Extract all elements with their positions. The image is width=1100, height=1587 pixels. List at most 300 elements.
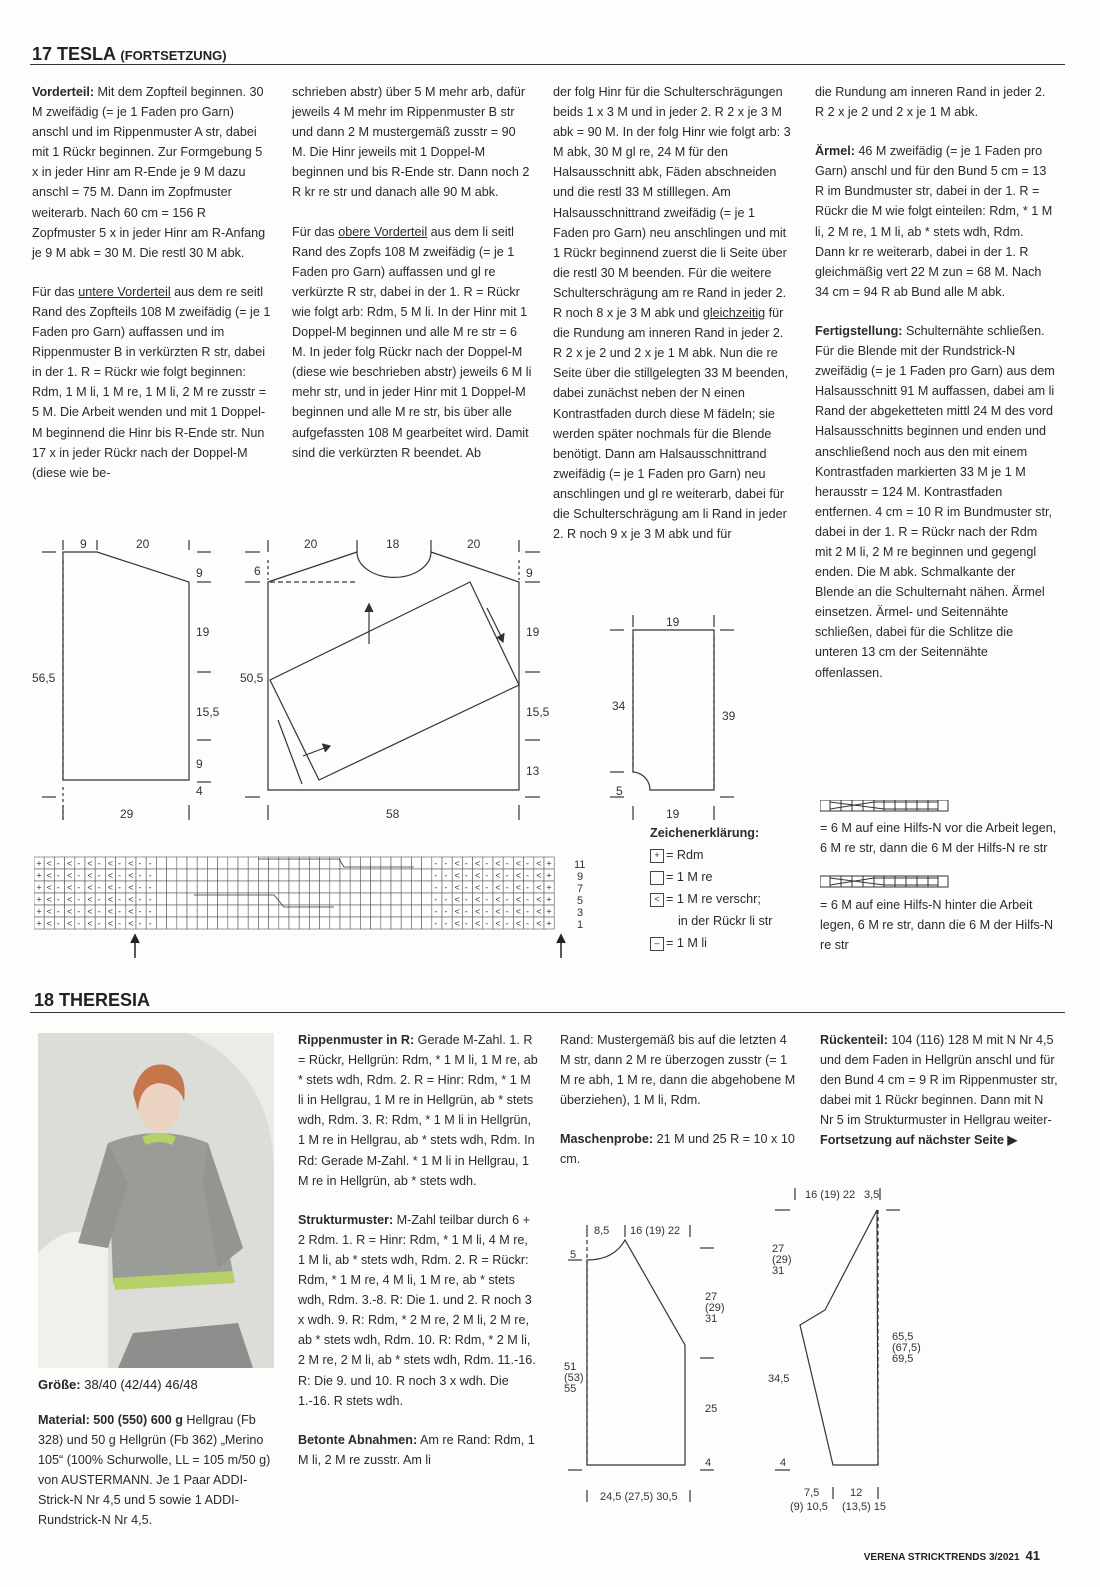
- chart-symbol: -: [526, 894, 529, 905]
- front-right-label-3: 15,5: [526, 705, 550, 719]
- chart-cell: [167, 905, 177, 917]
- continue-on-next-page[interactable]: Fortsetzung auf nächster Seite ▶: [820, 1133, 1018, 1148]
- fertigstellung-label: Fertigstellung:: [815, 323, 903, 338]
- chart-cell: [350, 881, 360, 893]
- sleeve-18-left-label-a: 27 (29) 31: [772, 1243, 792, 1277]
- aermel-label: Ärmel:: [815, 144, 855, 159]
- chart-symbol: -: [97, 870, 101, 881]
- legend-text: = Rdm: [666, 848, 704, 862]
- chart-symbol: <: [495, 858, 501, 869]
- rippenmuster-label: Rippenmuster in R:: [298, 1033, 415, 1047]
- vorderteil-text: Mit dem Zopfteil beginnen. 30 M zweifädig (= je 1 Faden pro Garn) anschl und im Rippenmuster A str, dabei mit 1 Rückr beginnen. Zur Formgebung 5 x in jeder Hinr am R-Ende je 9 M dazu anschl = 75 M. Dann im Zopfmuster weiterarb. Nach 60 cm = 156 R Zopfmuster 5 x in jeder Hinr am R-Anfang je 9 M abk = 30 M. Die restl 30 M abk.: [32, 85, 266, 260]
- material-text: Hellgrau (Fb 328) und 50 g Hellgrün (Fb 362) „Merino 105“ (100% Schurwolle, LL = 105 m/50 g) von AUSTERMANN. Je 1 Paar ADDI-Strick-N Nr 4,5 und 5 sowie 1 ADDI-Rundstrick-N Nr 4,5.: [38, 1413, 271, 1528]
- chart-symbol: -: [526, 918, 529, 929]
- chart-symbol: <: [46, 870, 52, 881]
- section-17-subtitle: (FORTSETZUNG): [120, 48, 227, 63]
- chart-symbol: -: [77, 882, 81, 893]
- chart-symbol: <: [87, 870, 93, 881]
- chart-cell: [197, 917, 207, 929]
- text-run: Für das: [32, 284, 79, 299]
- chart-symbol: -: [444, 870, 448, 881]
- chart-symbol: <: [454, 894, 460, 905]
- chart-symbol: -: [464, 870, 468, 881]
- zopf-left-label: 56,5: [32, 671, 56, 685]
- underlined-term: obere Vorderteil: [338, 224, 428, 239]
- chart-symbol: -: [56, 882, 60, 893]
- chart-cell: [207, 857, 217, 869]
- chart-symbol: +: [36, 906, 42, 917]
- body-diagram: [568, 1225, 714, 1502]
- arrow-right-head: [557, 935, 565, 943]
- chart-cell: [381, 881, 391, 893]
- strukturmuster-label: Strukturmuster:: [298, 1212, 394, 1227]
- chart-cell: [177, 857, 187, 869]
- chart-symbol: +: [36, 858, 42, 869]
- legend-item-li: [650, 932, 810, 954]
- chart-cell: [218, 857, 228, 869]
- abnahmen-text: Am re Rand: Rdm, 1 M li, 2 M re zusstr. Am li: [298, 1432, 535, 1467]
- chart-symbol: -: [526, 870, 529, 881]
- sleeve-18-outline: [800, 1210, 878, 1465]
- chart-symbol: <: [536, 882, 542, 893]
- chart-symbol: <: [515, 882, 522, 893]
- chart-symbol: <: [46, 882, 52, 893]
- underlined-term: untere Vorderteil: [78, 284, 171, 299]
- chart-symbol: <: [67, 894, 73, 905]
- chart-cell: [238, 881, 248, 893]
- chart-cell: [371, 905, 381, 917]
- chart-cell: [248, 881, 258, 893]
- size-text: 38/40 (42/44) 46/48: [80, 1377, 198, 1392]
- material-label: Material: 500 (550) 600 g: [38, 1413, 183, 1427]
- magazine-name: VERENA STRICKTRENDS 3/2021: [863, 1552, 1020, 1563]
- row-number: 1: [577, 919, 584, 931]
- chart-cell: [340, 893, 350, 905]
- chart-symbol: -: [97, 894, 101, 905]
- front-right-label-4: 13: [526, 764, 540, 778]
- chart-symbol: -: [138, 858, 142, 869]
- legend-text: = 1 M re verschr;: [666, 892, 761, 906]
- zopf-panel-outline: [270, 582, 519, 780]
- zopf-right-label-5: 4: [196, 784, 203, 798]
- chart-symbol: -: [505, 894, 509, 905]
- chart-symbol: -: [97, 918, 101, 929]
- chart-symbol: -: [138, 906, 142, 917]
- chart-symbol: <: [107, 894, 114, 905]
- purl-stitch-symbol: –: [650, 937, 664, 951]
- chart-cell: [422, 857, 432, 869]
- chart-cell: [391, 881, 401, 893]
- chart-symbol: +: [546, 906, 552, 917]
- chart-symbol: <: [475, 894, 481, 905]
- chart-cell: [248, 917, 258, 929]
- legend-title: Zeichenerklärung:: [650, 826, 760, 840]
- chart-cell: [371, 869, 381, 881]
- chart-symbol: <: [87, 918, 93, 929]
- chart-symbol: -: [464, 858, 468, 869]
- chart-cell: [238, 869, 248, 881]
- chart-symbol: <: [107, 906, 114, 917]
- section-18-column-3: [560, 1030, 800, 1189]
- chart-cell: [289, 869, 299, 881]
- chart-symbol: -: [434, 858, 438, 869]
- chart-cell: [156, 917, 166, 929]
- page-number: 41: [1025, 1548, 1040, 1563]
- chart-symbol: +: [546, 858, 552, 869]
- cable-left-explanation: [820, 895, 1060, 974]
- chart-cell: [371, 893, 381, 905]
- sleeve-18-bottom-label-b: 12: [850, 1487, 863, 1499]
- chart-symbol: <: [475, 858, 481, 869]
- chart-symbol: <: [107, 882, 114, 893]
- section-18-title: 18 THERESIA: [34, 990, 151, 1010]
- legend-text-continued: in der Rückr li str: [678, 914, 773, 928]
- legend-item-re: [650, 866, 810, 888]
- row-number: 11: [574, 859, 586, 871]
- chart-cell: [422, 881, 432, 893]
- chart-symbol: -: [77, 894, 81, 905]
- chart-symbol: -: [464, 894, 468, 905]
- front-right-label-2: 19: [526, 625, 540, 639]
- chart-arrows: [131, 935, 565, 958]
- chart-cell: [289, 881, 299, 893]
- row-number: 7: [577, 883, 584, 895]
- size-line: [38, 1377, 198, 1392]
- chart-symbol: -: [434, 870, 438, 881]
- chart-cell: [340, 869, 350, 881]
- chart-cell: [279, 881, 289, 893]
- chart-cell: [167, 917, 177, 929]
- body-right-label-a: 27 (29) 31: [705, 1291, 725, 1325]
- sleeve-top-label: 19: [666, 615, 680, 629]
- chart-symbol: <: [495, 882, 501, 893]
- body-top-label-b: 16 (19) 22: [630, 1225, 681, 1237]
- cable-right-explanation: [820, 818, 1060, 877]
- aermel-text: 46 M zweifädig (= je 1 Faden pro Garn) anschl und für den Bund 5 cm = 13 R im Bundmuster str, dabei in der 1. R = Rückr die M wie folgt einteilen: Rdm, * 1 M li, 2 M re, 1 M li, ab * stets wdh, Rdm. Dann kr re weiterarb, dabei in der 1. R gleichmäßig vert 22 M zun = 68 M. Nach 34 cm = 94 R ab Bund alle M abk.: [815, 144, 1053, 299]
- chart-cell: [177, 917, 187, 929]
- sleeve-diagram: [610, 615, 734, 820]
- chart-symbol: <: [454, 858, 460, 869]
- chart-symbol: -: [148, 870, 152, 881]
- chart-symbol: -: [77, 906, 81, 917]
- chart-cell: [360, 869, 370, 881]
- chart-symbol: -: [464, 918, 468, 929]
- chart-symbol: <: [46, 906, 52, 917]
- chart-cell: [248, 869, 258, 881]
- front-bottom-label: 58: [386, 807, 400, 821]
- chart-cell: [401, 881, 411, 893]
- chart-symbol: -: [118, 882, 121, 893]
- chart-symbol: -: [118, 858, 121, 869]
- chart-symbol: -: [444, 918, 448, 929]
- maschenprobe-label: Maschenprobe:: [560, 1132, 654, 1147]
- chart-symbol: +: [36, 882, 42, 893]
- chart-symbol: <: [107, 858, 114, 869]
- chart-cell: [279, 917, 289, 929]
- chart-symbol: -: [464, 906, 468, 917]
- paragraph: schrieben abstr) über 5 M mehr arb, dafür jeweils 4 M mehr im Rippenmuster B str und dann 2 M mustergemäß zusstr = 90 M. Die Hinr jeweils mit 1 Doppel-M beginnen und bis R-Ende str. Dann noch 2 R kr re str und danach alle 90 M abk.: [292, 85, 530, 200]
- body-left-top-label: 5: [570, 1249, 577, 1261]
- chart-cell: [238, 905, 248, 917]
- sleeve-18-bottom-label-a2: (9) 10,5: [790, 1501, 828, 1513]
- chart-cell: [279, 869, 289, 881]
- chart-cell: [258, 881, 268, 893]
- chart-symbol: -: [97, 882, 101, 893]
- zopf-right-label-4: 9: [196, 757, 203, 771]
- chart-symbol: <: [454, 882, 460, 893]
- chart-symbol: <: [107, 870, 114, 881]
- chart-cell: [156, 893, 166, 905]
- chart-cell: [269, 869, 279, 881]
- chart-cell: [167, 869, 177, 881]
- chart-cell: [238, 857, 248, 869]
- chart-cell: [187, 869, 197, 881]
- chart-cell: [218, 881, 228, 893]
- text-run: aus dem re seitl Rand des Zopfteils 108 M zweifädig (= je 1 Faden pro Garn) auffassen und im Rippenmuster B in verkürzten R str, dabei in der 1. R = Rückr wie folgt beginnen: Rdm, 1 M li, 1 M re, 1 M li, 2 M re zusstr = 5 M. Die Arbeit wenden und mit 1 Doppel-M beginnend die Hinr bis R-Ende str. Nun 17 x in jeder Rückr nach der Doppel-M (diese wie be-: [32, 284, 271, 480]
- chart-symbol: -: [485, 882, 489, 893]
- chart-cell: [248, 857, 258, 869]
- vorderteil-labels: [240, 537, 550, 821]
- paragraph: die Rundung am inneren Rand in jeder 2. R 2 x je 2 und 2 x je 1 M abk.: [815, 85, 1046, 120]
- chart-symbol: <: [475, 882, 481, 893]
- chart-symbol: +: [546, 894, 552, 905]
- chart-symbol: <: [515, 918, 522, 929]
- row-number: 9: [577, 871, 584, 883]
- chart-cell: [422, 893, 432, 905]
- chart-cell: [258, 917, 268, 929]
- chart-symbol: -: [526, 906, 529, 917]
- chart-symbol: <: [87, 906, 93, 917]
- text-run: Für das: [292, 224, 339, 239]
- chart-symbol: -: [485, 894, 489, 905]
- chart-symbol: -: [148, 858, 152, 869]
- knit-stitch-symbol: [650, 871, 664, 885]
- chart-symbol: +: [36, 894, 42, 905]
- chart-symbol: <: [495, 918, 501, 929]
- chart-cell: [218, 869, 228, 881]
- chart-cell: [350, 869, 360, 881]
- body-right-label-b: 25: [705, 1403, 718, 1415]
- chart-cell: [238, 917, 248, 929]
- chart-cell: [258, 905, 268, 917]
- chart-cell: [187, 917, 197, 929]
- chart-symbol: <: [67, 906, 73, 917]
- chart-cell: [360, 917, 370, 929]
- chart-cell: [187, 857, 197, 869]
- chart-symbol: <: [515, 870, 522, 881]
- chart-symbol: <: [495, 906, 501, 917]
- chart-cell: [422, 869, 432, 881]
- chart-symbol: <: [46, 918, 52, 929]
- abnahmen-continued: Rand: Mustergemäß bis auf die letzten 4 M str, dann 2 M re überzogen zusstr (= 1 M re abh, 1 M re, dann die abgehobene M überziehen), 1 M li, Rdm.: [560, 1033, 796, 1108]
- chart-cell: [207, 905, 217, 917]
- chart-cell: [411, 905, 421, 917]
- legend-text: = 1 M re: [666, 870, 713, 884]
- section-18-diagrams: [550, 1180, 1070, 1540]
- chart-symbol: <: [128, 858, 134, 869]
- zopfteil-labels: [32, 537, 220, 821]
- chart-symbol: -: [97, 906, 101, 917]
- body-top-label-a: 8,5: [594, 1225, 610, 1237]
- legend-item-rdm: [650, 844, 810, 866]
- strukturmuster-text: M-Zahl teilbar durch 6 + 2 Rdm. 1. R = Hinr: Rdm, * 1 M li, 4 M re, 1 M li, ab * stets wdh, Rdm. 2. R = Rückr: Rdm, * 1 M re, 4 M li, 1 M re, ab * stets wdh, Rdm. 3.-8. R: Die 1. und 2. R noch 3 x wdh. 9. R: Rdm, * 2 M re, 2 M li, 2 M re, ab * stets wdh, Rdm. 10. R: Rdm, * 2 M li, 2 M re, 2 M li, ab * stets wdh, Rdm. 11.-16. R: Die 9. und 10. R noch 3 x wdh. Die 1.-16. R stets wdh.: [298, 1212, 536, 1408]
- chart-symbol: -: [505, 906, 509, 917]
- chart-symbol: -: [56, 858, 60, 869]
- chart-symbol: -: [138, 870, 142, 881]
- chart-symbol: -: [138, 918, 142, 929]
- chart-cell: [381, 893, 391, 905]
- rippenmuster-text: Gerade M-Zahl. 1. R = Rückr, Hellgrün: Rdm, * 1 M li, 1 M re, ab * stets wdh, Rdm. 2. R = Hinr: Rdm, * 1 M li in Hellgrau, 1 M re in Hellgrün, ab * stets wdh, Rdm. 3. R: Rdm, * 1 M li in Hellgrün, 1 M re in Hellgrau, ab * stets wdh, Rdm. In Rd: Gerade M-Zahl. * 1 M li in Hellgrau, 1 M re in Hellgrün, ab * stets wdh.: [298, 1033, 538, 1188]
- chart-symbol: -: [505, 882, 509, 893]
- chart-symbol: -: [118, 894, 121, 905]
- zopf-right-label-1: 9: [196, 566, 203, 580]
- chart-symbol: -: [56, 870, 60, 881]
- chart-cell: [309, 881, 319, 893]
- section-18-column-2: [298, 1030, 538, 1489]
- chart-symbol: -: [526, 882, 529, 893]
- chart-cell: [330, 893, 340, 905]
- material-paragraph: [38, 1410, 278, 1531]
- chart-row-numbers: [574, 859, 585, 931]
- chart-cell: [187, 905, 197, 917]
- front-left-top-label: 6: [254, 564, 261, 578]
- text-run: aus dem li seitl Rand des Zopfs 108 M zweifädig (= je 1 Faden pro Garn) auffassen und gl re verkürzte R str, dabei in der 1. R = Rückr wie folgt arb: Rdm, 5 M li. In der Hinr mit 1 Doppel-M beginnen und alle M re str = 6 M. In jeder folg Rückr nach der Doppel-M (diese wie beschrieben abstr) jeweils 6 M li mehr str, und in jeder Hinr mit 1 Doppel-M beginnen und alle M re str, bis über alle aufgefassten 108 M gearbeitet wird. Damit sind die verkürzten R beendet. Ab: [292, 224, 532, 460]
- chart-symbol: -: [118, 870, 121, 881]
- chart-symbol: <: [128, 870, 134, 881]
- chart-symbol: -: [148, 918, 152, 929]
- chart-cell: [289, 893, 299, 905]
- chart-cell: [299, 881, 309, 893]
- chart-symbol: -: [434, 918, 438, 929]
- chart-symbol: -: [444, 906, 448, 917]
- sleeve-left-label: 34: [612, 699, 626, 713]
- chart-symbol: +: [36, 870, 42, 881]
- body-bottom-label: 24,5 (27,5) 30,5: [600, 1491, 678, 1503]
- chart-symbol: -: [434, 894, 438, 905]
- chart-symbol: +: [546, 918, 552, 929]
- front-top-label-3: 20: [467, 537, 481, 551]
- chart-symbol: -: [77, 870, 81, 881]
- chart-cell: [381, 869, 391, 881]
- chart-symbol: <: [67, 882, 73, 893]
- chart-symbol: -: [444, 858, 448, 869]
- chart-cell: [422, 905, 432, 917]
- maschenprobe-text: 21 M und 25 R = 10 x 10 cm.: [560, 1132, 795, 1167]
- chart-cell: [207, 917, 217, 929]
- chart-symbol: +: [546, 882, 552, 893]
- maschenprobe-paragraph: [560, 1129, 800, 1169]
- abnahmen-label: Betonte Abnahmen:: [298, 1432, 418, 1447]
- chart-symbol: -: [77, 918, 81, 929]
- row-number: 5: [577, 895, 584, 907]
- chart-cell: [156, 881, 166, 893]
- legend: [650, 822, 810, 954]
- chart-symbol: -: [56, 918, 60, 929]
- chart-cell: [411, 869, 421, 881]
- chart-cell: [207, 869, 217, 881]
- chart-cell: [401, 905, 411, 917]
- zopfteil-outline: [63, 552, 189, 780]
- sleeve-18-bottom-label-b2: (13,5) 15: [842, 1501, 887, 1513]
- chart-cell: [330, 869, 340, 881]
- front-top-label-1: 20: [304, 537, 318, 551]
- chart-symbol: +: [36, 918, 42, 929]
- vorderteil-outline: [268, 552, 519, 790]
- cable-symbol-left-cross: [820, 876, 948, 887]
- chart-cell: [320, 917, 330, 929]
- chart-cell: [299, 869, 309, 881]
- chart-symbol: -: [56, 906, 60, 917]
- chart-cell: [391, 917, 401, 929]
- chart-cell: [309, 893, 319, 905]
- chart-symbol: <: [67, 858, 73, 869]
- body-right-label-c: 4: [705, 1457, 712, 1469]
- chart-cell: [411, 893, 421, 905]
- chart-symbol: -: [77, 858, 81, 869]
- rueckenteil-text: 104 (116) 128 M mit N Nr 4,5 und dem Faden in Hellgrün anschl und für den Bund 4 cm = 9 R im Rippenmuster str, dabei mit 1 Rückr beginnen. Dann mit N Nr 5 im Strukturmuster in Hellgrau weiter-: [820, 1033, 1058, 1128]
- zopf-top-label-2: 20: [136, 537, 150, 551]
- chart-cell: [299, 917, 309, 929]
- chart-symbol: <: [46, 858, 52, 869]
- chart-cell: [156, 905, 166, 917]
- chart-cell: [289, 917, 299, 929]
- chart-cell: [371, 881, 381, 893]
- front-top-label-2: 18: [386, 537, 400, 551]
- chart-cell: [177, 881, 187, 893]
- chart-symbol: -: [505, 858, 509, 869]
- abnahmen-paragraph: [298, 1430, 538, 1470]
- chart-cell: [218, 917, 228, 929]
- sleeve-18-bottom-label-a: 7,5: [804, 1487, 820, 1499]
- chart-symbol: <: [515, 906, 522, 917]
- chart-cell: [197, 869, 207, 881]
- chart-symbol: -: [138, 882, 142, 893]
- page-footer: [864, 1548, 1040, 1563]
- chart-symbol: <: [128, 882, 134, 893]
- twisted-stitch-symbol: <: [650, 893, 664, 907]
- chart-symbol: <: [515, 894, 522, 905]
- chart-symbol: <: [87, 894, 93, 905]
- vorderteil-label: Vorderteil:: [32, 85, 95, 99]
- model-photo: [38, 1033, 274, 1368]
- chart-symbol: -: [526, 858, 529, 869]
- sleeve-bottom-label: 19: [666, 807, 680, 821]
- chart-symbol: <: [67, 918, 73, 929]
- chart-cell: [350, 893, 360, 905]
- chart-symbol: <: [128, 906, 134, 917]
- chart-symbol: <: [495, 870, 501, 881]
- chart-symbol: <: [128, 918, 134, 929]
- chart-symbol: -: [505, 870, 509, 881]
- legend-item-verschr: [650, 888, 810, 910]
- chart-symbol: <: [46, 894, 52, 905]
- chart-symbol: -: [434, 906, 438, 917]
- chart-cell: [228, 905, 238, 917]
- chart-cell: [340, 905, 350, 917]
- chart-symbol: <: [107, 918, 114, 929]
- chart-cell: [391, 893, 401, 905]
- chart-cell: [330, 917, 340, 929]
- chart-cell: [360, 893, 370, 905]
- chart-symbol: -: [148, 906, 152, 917]
- size-label: Größe:: [38, 1377, 81, 1392]
- chart-symbol: <: [495, 894, 501, 905]
- chart-cell: [350, 905, 360, 917]
- chart-symbol: -: [444, 894, 448, 905]
- chart-symbol: <: [475, 906, 481, 917]
- sleeve-outline: [633, 630, 714, 790]
- body-diagram-labels: [564, 1225, 725, 1503]
